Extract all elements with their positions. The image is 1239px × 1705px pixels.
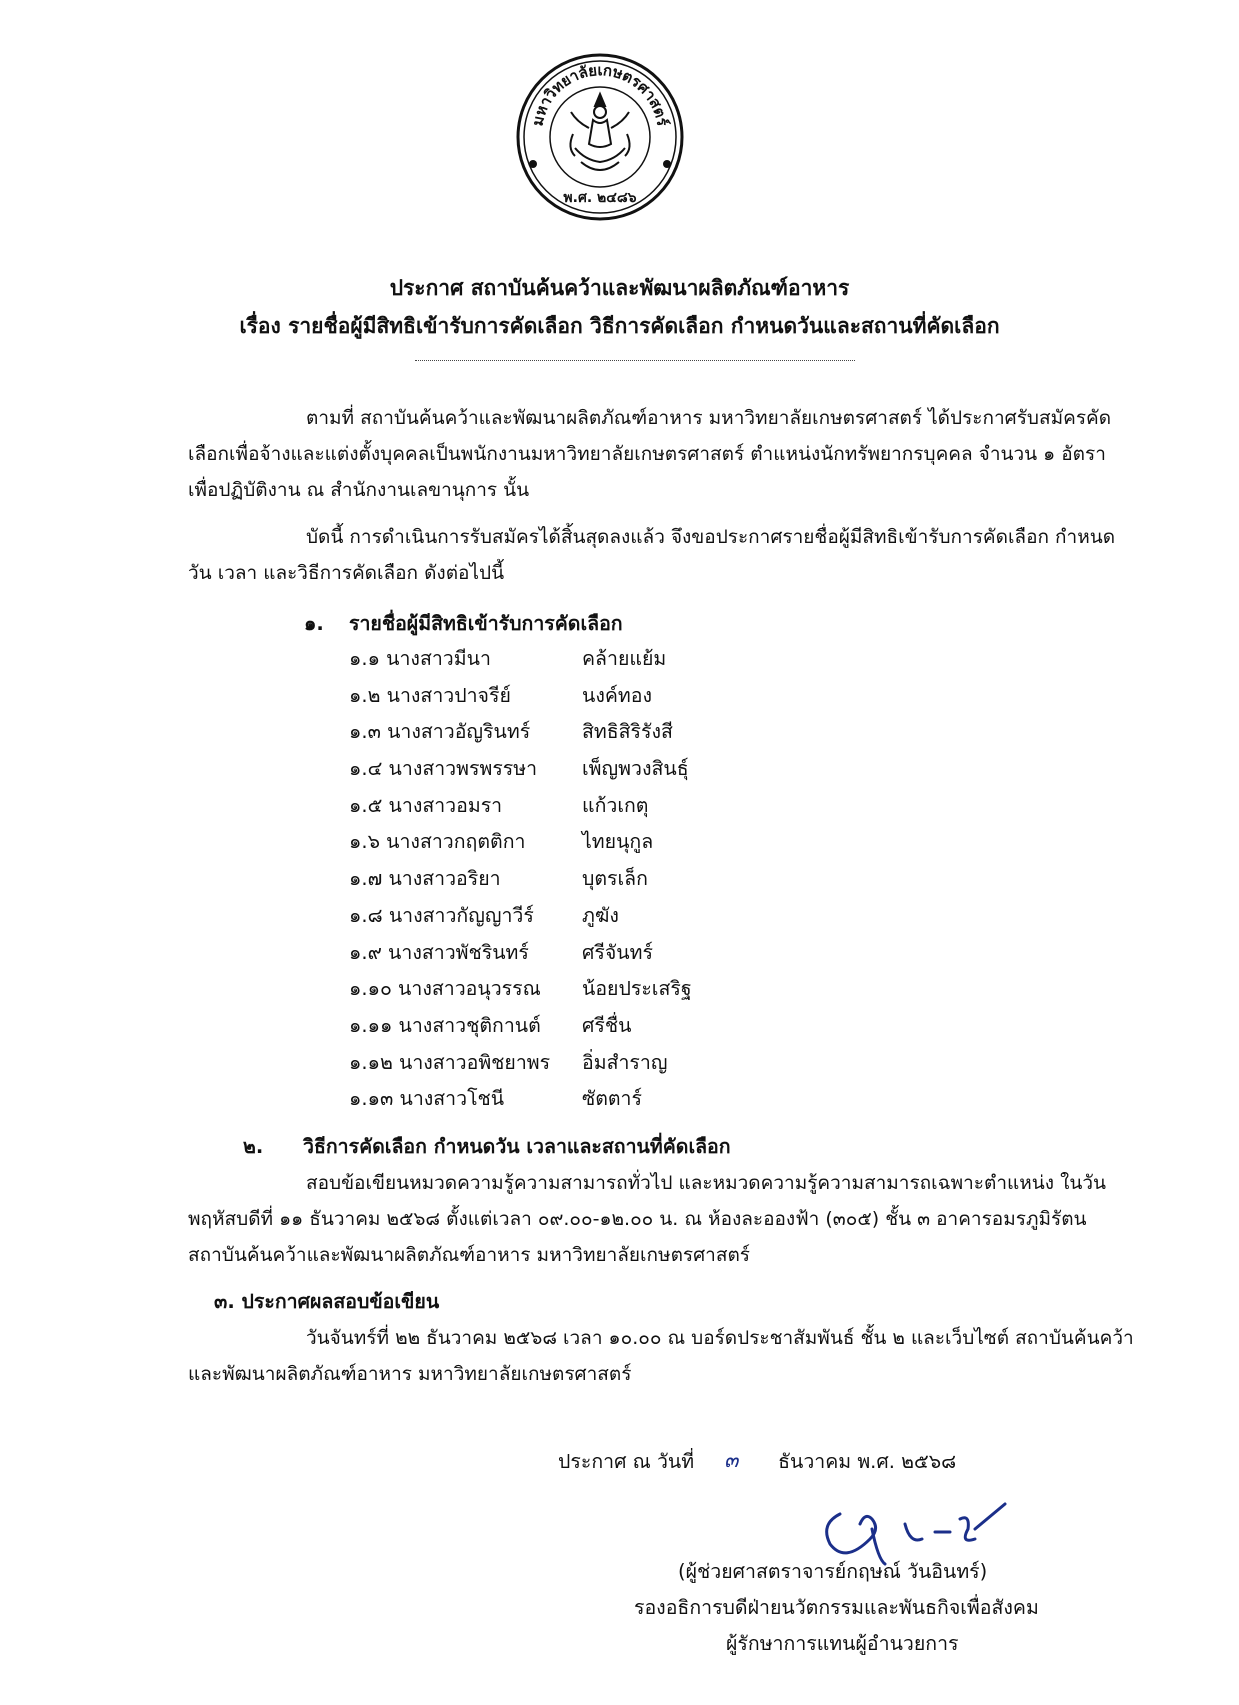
- signatory-name: (ผู้ช่วยศาสตราจารย์กฤษณ์ วันอินทร์): [678, 1560, 988, 1583]
- seal-year-text: พ.ศ. ๒๔๘๖: [563, 190, 637, 206]
- date-prefix: ประกาศ ณ วันที่: [558, 1450, 695, 1473]
- candidate-surname: น้อยประเสริฐ: [582, 977, 692, 1001]
- candidate-name: ๑.๔ นางสาวพรพรรษา: [349, 757, 538, 781]
- candidate-surname: ภูฆัง: [582, 903, 619, 927]
- section-3-body: [188, 1320, 1138, 1392]
- section-2-body: [188, 1165, 1138, 1273]
- section-3-body-text: วันจันทร์ที่ ๒๒ ธันวาคม ๒๕๖๘ เวลา ๑๐.๐๐ ณ บอร์ดประชาสัมพันธ์ ชั้น ๒ และเว็บไซต์ สถาบันค้นคว้าและพัฒนาผลิตภัณฑ์อาหาร มหาวิทยาลัยเกษตรศาสตร์: [188, 1327, 1134, 1385]
- intro-paragraph-2-text: บัดนี้ การดำเนินการรับสมัครได้สิ้นสุดลงแล้ว จึงขอประกาศรายชื่อผู้มีสิทธิเข้ารับการคัดเลือก กำหนดวัน เวลา และวิธีการคัดเลือก ดังต่อไปนี้: [188, 526, 1116, 584]
- candidate-name: ๑.๓ นางสาวอัญรินทร์: [349, 720, 531, 744]
- date-suffix: ธันวาคม พ.ศ. ๒๕๖๘: [778, 1450, 957, 1473]
- candidate-name: ๑.๑๒ นางสาวอพิชยาพร: [349, 1050, 551, 1074]
- candidate-surname: เพ็ญพวงสินธุ์: [582, 757, 689, 781]
- candidate-surname: อิ่มสำราญ: [582, 1050, 668, 1074]
- announcement-subject: เรื่อง รายชื่อผู้มีสิทธิเข้ารับการคัดเลือก วิธีการคัดเลือก กำหนดวันและสถานที่คัดเลือก: [239, 314, 1000, 338]
- section-3-heading: ๓. ประกาศผลสอบข้อเขียน: [214, 1290, 440, 1313]
- candidate-surname: ไทยนุกูล: [582, 830, 654, 854]
- candidate-name: ๑.๗ นางสาวอริยา: [349, 867, 501, 891]
- candidate-name: ๑.๖ นางสาวกฤตติกา: [349, 830, 526, 854]
- intro-paragraph-1-text: ตามที่ สถาบันค้นคว้าและพัฒนาผลิตภัณฑ์อาหาร มหาวิทยาลัยเกษตรศาสตร์ ได้ประกาศรับสมัครคัดเลือกเพื่อจ้างและแต่งตั้งบุคคลเป็นพนักงานมหาวิทยาลัยเกษตรศาสตร์ ตำแหน่งนักทรัพยากรบุคคล จำนวน ๑ อัตรา เพื่อปฏิบัติงาน ณ สำนักงานเลขานุการ นั้น: [188, 407, 1112, 501]
- candidate-name: ๑.๕ นางสาวอมรา: [349, 793, 503, 817]
- section-1-number: ๑.: [304, 612, 324, 635]
- candidate-surname: แก้วเกตุ: [582, 793, 649, 817]
- section-2-body-text: สอบข้อเขียนหมวดความรู้ความสามารถทั่วไป และหมวดความรู้ความสามารถเฉพาะตำแหน่ง ในวันพฤหัสบดีที่ ๑๑ ธันวาคม ๒๕๖๘ ตั้งแต่เวลา ๐๙.๐๐-๑๒.๐๐ น. ณ ห้องละอองฟ้า (๓๐๕) ชั้น ๓ อาคารอมรภูมิรัตน สถาบันค้นคว้าและพัฒนาผลิตภัณฑ์อาหาร มหาวิทยาลัยเกษตรศาสตร์: [188, 1172, 1107, 1266]
- candidate-surname: บุตรเล็ก: [582, 867, 648, 891]
- section-2-title: วิธีการคัดเลือก กำหนดวัน เวลาและสถานที่คัดเลือก: [303, 1135, 731, 1158]
- candidate-name: ๑.๑๓ นางสาวโชนี: [349, 1087, 505, 1111]
- candidate-surname: คล้ายแย้ม: [582, 647, 667, 670]
- handwritten-day: ๓: [724, 1448, 739, 1472]
- announcement-date: [558, 1446, 956, 1477]
- candidate-surname: สิทธิสิริรังสี: [582, 720, 673, 744]
- university-seal: [515, 52, 685, 222]
- candidate-surname: ซัตตาร์: [582, 1087, 642, 1111]
- candidate-surname: นงค์ทอง: [582, 683, 652, 707]
- candidate-name: ๑.๒ นางสาวปาจรีย์: [349, 683, 511, 707]
- candidate-name: ๑.๑ นางสาวมีนา: [349, 647, 491, 670]
- candidate-name: ๑.๙ นางสาวพัชรินทร์: [349, 940, 529, 964]
- section-2-heading: [243, 1131, 731, 1162]
- signatory-position: รองอธิการบดีฝ่ายนวัตกรรมและพันธกิจเพื่อสังคม: [634, 1596, 1039, 1619]
- candidate-name: ๑.๑๑ นางสาวชุติกานต์: [349, 1013, 541, 1037]
- section-1-title: รายชื่อผู้มีสิทธิเข้ารับการคัดเลือก: [349, 612, 623, 635]
- section-1-heading: [304, 608, 623, 639]
- dotted-divider: [415, 360, 855, 361]
- candidate-surname: ศรีจันทร์: [582, 940, 653, 964]
- candidate-name: ๑.๑๐ นางสาวอนุวรรณ: [349, 977, 541, 1001]
- intro-paragraph-2: [188, 519, 1138, 591]
- intro-paragraph-1: [188, 400, 1138, 508]
- signatory-acting-role: ผู้รักษาการแทนผู้อำนวยการ: [726, 1632, 959, 1655]
- announcement-title: ประกาศ สถาบันค้นคว้าและพัฒนาผลิตภัณฑ์อาหาร: [389, 276, 850, 300]
- section-2-number: ๒.: [243, 1135, 264, 1158]
- candidate-name: ๑.๘ นางสาวกัญญาวีร์: [349, 903, 534, 927]
- seal-arc-text: มหาวิทยาลัยเกษตรศาสตร์: [528, 61, 672, 128]
- candidate-surname: ศรีชื่น: [582, 1013, 632, 1037]
